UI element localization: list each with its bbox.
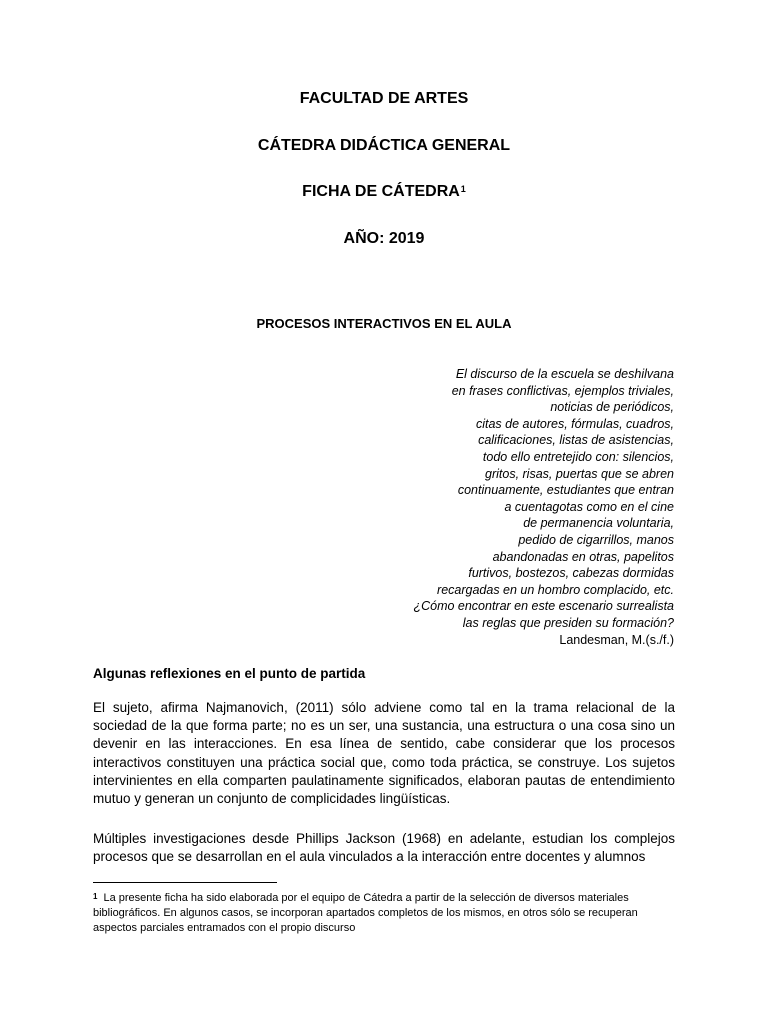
epigraph-line: El discurso de la escuela se deshilvana bbox=[455, 367, 674, 381]
year-heading bbox=[0, 229, 768, 249]
epigraph-line: continuamente, estudiantes que entran bbox=[457, 483, 674, 498]
epigraph-attribution: Landesman, M.(s./f.) bbox=[559, 632, 674, 647]
epigraph-line: de permanencia voluntaria, bbox=[523, 516, 674, 531]
faculty-heading-text: FACULTAD DE ARTES bbox=[299, 90, 469, 107]
epigraph-line: noticias de periódicos, bbox=[550, 400, 674, 415]
year-heading-text: AÑO: 2019 bbox=[343, 230, 425, 247]
epigraph-line: ¿Cómo encontrar en este escenario surrealista bbox=[413, 599, 674, 614]
body-paragraph: El sujeto, afirma Najmanovich, (2011) sólo adviene como tal en la trama relacional de la sociedad de la que forma parte; no es un ser, una sustancia, una estructura o una cosa sino un devenir en las interacciones. En esa línea de sentido, cabe considerar que los procesos interactivos constituyen una práctica social que, como toda práctica, se construye. Los sujetos intervinientes en ella comparten paulatinamente significados, elaboran pautas de entendimiento mutuo y generan un conjunto de complicidades lingüísticas. bbox=[93, 700, 675, 807]
epigraph-line: citas de autores, fórmulas, cuadros, bbox=[475, 416, 674, 431]
epigraph-line: abandonadas en otras, papelitos bbox=[492, 549, 674, 564]
epigraph-line: las reglas que presiden su formación? bbox=[462, 615, 674, 630]
footnote-mark: 1 bbox=[93, 892, 98, 901]
section-heading-text: Algunas reflexiones en el punto de partida bbox=[93, 666, 366, 681]
chair-heading-text: CÁTEDRA DIDÁCTICA GENERAL bbox=[257, 137, 511, 154]
footnote-reference-mark[interactable]: 1 bbox=[460, 184, 466, 194]
epigraph-line: furtivos, bostezos, cabezas dormidas bbox=[468, 566, 674, 581]
epigraph-line: gritos, risas, puertas que se abren bbox=[485, 466, 674, 481]
epigraph bbox=[413, 366, 674, 648]
footnote bbox=[93, 891, 675, 936]
sheet-heading-text: FICHA DE CÁTEDRA bbox=[302, 183, 460, 200]
document-title-text: PROCESOS INTERACTIVOS EN EL AULA bbox=[256, 316, 512, 331]
body-paragraph: Múltiples investigaciones desde Phillips Jackson (1968) en adelante, estudian los complejos procesos que se desarrollan en el aula vinculados a la interacción entre docentes y alumnos bbox=[93, 831, 675, 865]
epigraph-line: recargadas en un hombro complacido, etc. bbox=[437, 582, 674, 597]
sheet-heading bbox=[0, 182, 768, 202]
footnote-text: La presente ficha ha sido elaborada por el equipo de Cátedra a partir de la selección de diversos materiales bibliográficos. En algunos casos, se incorporan apartados completos de los mismos, en otros sólo se recuperan aspectos parciales entramados con el propio discurso bbox=[93, 892, 638, 934]
footnote-separator bbox=[93, 882, 277, 883]
chair-heading bbox=[0, 136, 768, 156]
section-heading bbox=[93, 665, 365, 683]
epigraph-line: todo ello entretejido con: silencios, bbox=[482, 449, 674, 464]
epigraph-line: a cuentagotas como en el cine bbox=[504, 499, 674, 514]
epigraph-line: calificaciones, listas de asistencias, bbox=[478, 433, 674, 448]
epigraph-line: pedido de cigarrillos, manos bbox=[518, 532, 674, 547]
epigraph-line: en frases conflictivas, ejemplos triviales, bbox=[451, 383, 674, 398]
document-title bbox=[0, 316, 768, 332]
faculty-heading bbox=[0, 89, 768, 109]
